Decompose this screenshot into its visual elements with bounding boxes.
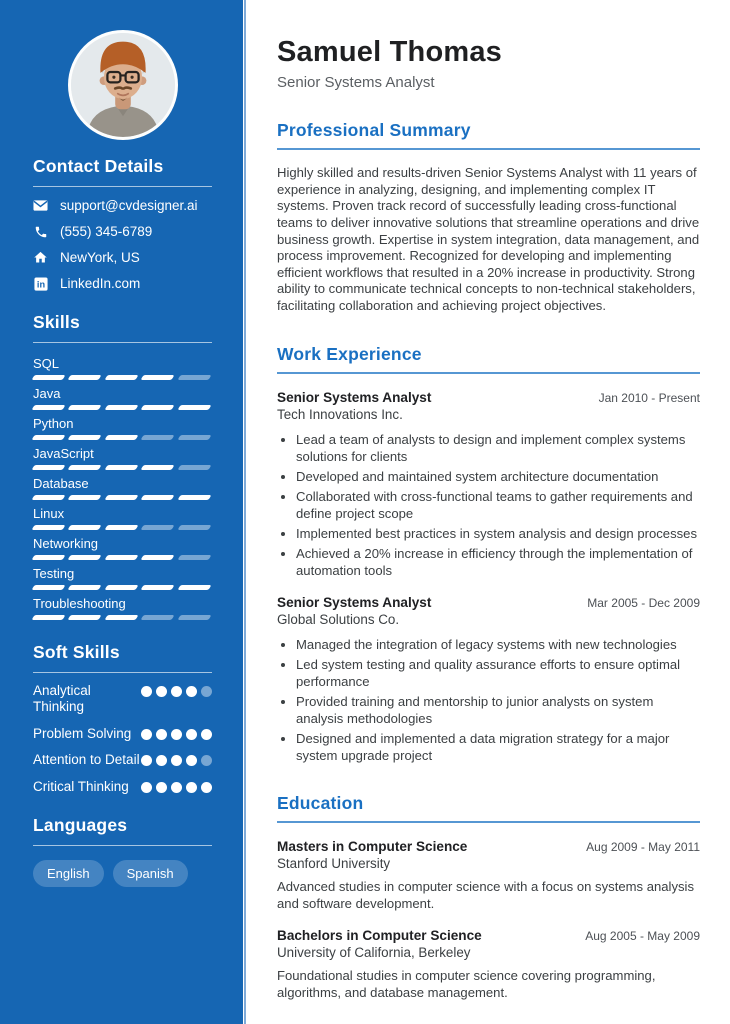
skill-name: Testing: [33, 566, 75, 581]
education-dates: Aug 2009 - May 2011: [586, 839, 700, 854]
languages-section: [33, 815, 212, 887]
person-job-title: Senior Systems Analyst: [277, 74, 435, 91]
contact-linkedin-text: LinkedIn.com: [60, 276, 141, 291]
skill-item: [33, 416, 212, 440]
education-heading: Education: [277, 793, 700, 823]
sidebar-edge-stripe: [244, 0, 246, 1024]
avatar: [68, 30, 178, 140]
job-bullet: • Designed and implemented a data migration strategy for a major system upgrade project: [296, 730, 700, 764]
education-school: Stanford University: [277, 855, 391, 871]
education-degree: Masters in Computer Science: [277, 838, 468, 854]
soft-skill-dots: [141, 726, 212, 742]
skills-title: Skills: [33, 312, 212, 343]
person-name: Samuel Thomas: [277, 36, 502, 68]
home-icon: [33, 250, 48, 265]
job-header: [277, 595, 700, 610]
sidebar: [0, 0, 243, 1024]
contact-phone-text: (555) 345-6789: [60, 224, 153, 239]
soft-skill-item: [33, 726, 212, 742]
education-degree: Bachelors in Computer Science: [277, 927, 482, 943]
skill-name: Database: [33, 476, 89, 491]
contact-title: Contact Details: [33, 156, 212, 187]
summary-heading: Professional Summary: [277, 120, 700, 150]
job-bullet: • Implemented best practices in system analysis and design processes: [296, 525, 700, 542]
skill-name: SQL: [33, 356, 60, 371]
languages-title: Languages: [33, 815, 212, 846]
soft-skill-item: [33, 752, 212, 768]
soft-skill-name: Problem Solving: [33, 725, 132, 741]
skill-item: [33, 566, 212, 590]
soft-skill-dots: [141, 779, 212, 795]
soft-skills-list: [33, 683, 212, 795]
skill-item: [33, 506, 212, 530]
job-bullet: • Lead a team of analysts to design and implement complex systems solutions for clients: [296, 431, 700, 465]
job-bullet: • Collaborated with cross-functional teams to gather requirements and define project scope: [296, 488, 700, 522]
contact-email: [33, 198, 212, 213]
language-pill: English: [33, 860, 104, 887]
skill-item: [33, 596, 212, 620]
experience-heading: Work Experience: [277, 344, 700, 374]
job-header: [277, 390, 700, 405]
skill-name: Python: [33, 416, 74, 431]
summary-text: Highly skilled and results-driven Senior Systems Analyst with 11 years of experience in analyzing, designing, and implementing complex IT systems. Proven track record of successfully leading cross-functional teams to deliver innovative solutions that streamline operations and drive business growth. Expertise in system integration, data management, and process improvement. Recognized for developing and implementing efficient workflows that resulted in a 20% increase in productivity. Strong ability to communicate technical concepts to non-technical stakeholders, facilitating collaboration and achieving project objectives.: [277, 165, 700, 313]
soft-skill-item: [33, 779, 212, 795]
skill-bar: [33, 615, 210, 620]
phone-icon: [33, 224, 48, 239]
education-header: [277, 928, 700, 943]
job-role: Senior Systems Analyst: [277, 594, 432, 610]
experience-section: [277, 344, 700, 764]
skill-bar: [33, 465, 210, 470]
skill-bar: [33, 555, 210, 560]
job-bullets: [277, 431, 700, 579]
job-bullet: • Provided training and mentorship to junior analysts on system analysis methodologies: [296, 693, 700, 727]
skill-bar: [33, 375, 210, 380]
contact-section: [33, 156, 212, 291]
soft-skill-name: Critical Thinking: [33, 778, 129, 794]
job-bullets: [277, 636, 700, 764]
soft-skills-section: [33, 642, 212, 795]
education-description: Advanced studies in computer science with a focus on systems analysis and software development.: [277, 878, 695, 911]
soft-skill-dots: [141, 683, 212, 716]
job-company: Global Solutions Co.: [277, 611, 400, 627]
language-pill: Spanish: [113, 860, 188, 887]
soft-skill-dots: [141, 752, 212, 768]
education-header: [277, 839, 700, 854]
contact-linkedin: [33, 276, 212, 291]
summary-section: [277, 120, 700, 315]
soft-skill-name: Attention to Detail: [33, 752, 140, 768]
job-bullet: • Managed the integration of legacy systems with new technologies: [296, 636, 700, 653]
skills-section: [33, 312, 212, 620]
main-content: [277, 0, 700, 1001]
skill-bar: [33, 525, 210, 530]
svg-text:in: in: [36, 279, 45, 289]
skill-bar: [33, 405, 210, 410]
skill-name: Troubleshooting: [33, 596, 126, 611]
contact-list: [33, 198, 212, 291]
education-description: Foundational studies in computer science covering programming, algorithms, and database management.: [277, 967, 656, 1000]
job-entry: [277, 595, 700, 764]
skill-bar: [33, 495, 210, 500]
education-section: [277, 793, 700, 1001]
job-bullet: • Achieved a 20% increase in efficiency through the implementation of automation tools: [296, 545, 700, 579]
skill-item: [33, 536, 212, 560]
job-bullet: • Developed and maintained system architecture documentation: [296, 468, 700, 485]
education-school: University of California, Berkeley: [277, 944, 471, 960]
skill-name: Networking: [33, 536, 99, 551]
avatar-illustration: [71, 33, 175, 137]
job-role: Senior Systems Analyst: [277, 389, 432, 405]
job-dates: Mar 2005 - Dec 2009: [587, 595, 700, 610]
job-bullet: • Led system testing and quality assurance efforts to ensure optimal performance: [296, 656, 700, 690]
skill-item: [33, 356, 212, 380]
skill-item: [33, 446, 212, 470]
education-entry: [277, 839, 700, 912]
skill-item: [33, 386, 212, 410]
soft-skill-name: Analytical Thinking: [33, 683, 91, 715]
job-entry: [277, 390, 700, 579]
skill-name: JavaScript: [33, 446, 94, 461]
skills-list: [33, 356, 212, 620]
education-entry: [277, 928, 700, 1001]
contact-phone: [33, 224, 212, 239]
linkedin-icon: [33, 276, 48, 291]
contact-location: [33, 250, 212, 265]
soft-skill-item: [33, 683, 212, 716]
job-dates: Jan 2010 - Present: [598, 390, 700, 405]
skill-name: Java: [33, 386, 61, 401]
skill-bar: [33, 585, 210, 590]
skill-item: [33, 476, 212, 500]
education-dates: Aug 2005 - May 2009: [585, 928, 700, 943]
languages-list: [33, 860, 212, 887]
email-icon: [33, 198, 48, 213]
job-company: Tech Innovations Inc.: [277, 406, 403, 422]
contact-email-text: support@cvdesigner.ai: [60, 198, 198, 213]
contact-location-text: NewYork, US: [60, 250, 140, 265]
skill-bar: [33, 435, 210, 440]
skill-name: Linux: [33, 506, 65, 521]
soft-skills-title: Soft Skills: [33, 642, 212, 673]
